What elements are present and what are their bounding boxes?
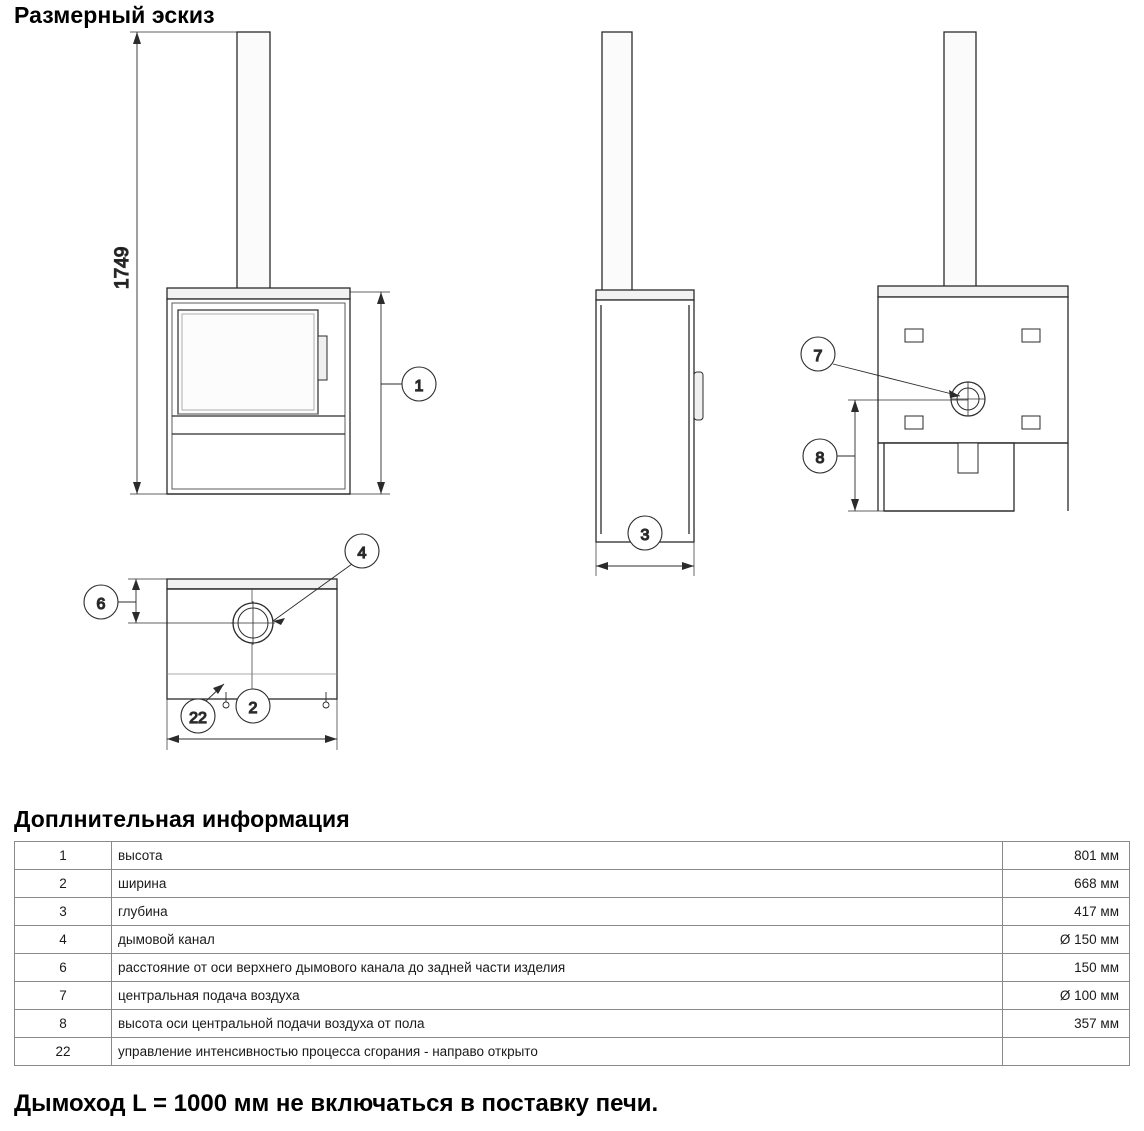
table-row (15, 1010, 1130, 1038)
callout-label-7: 7 (813, 348, 823, 365)
side-view-flue-pipe (602, 32, 632, 294)
rear-view-bracket-tl (905, 329, 923, 342)
rear-view-flue-pipe (944, 32, 976, 290)
row-value (1003, 1038, 1130, 1066)
table-row (15, 870, 1130, 898)
callout-label-4: 4 (357, 545, 367, 562)
side-view-body (596, 300, 694, 542)
row-number: 6 (15, 954, 112, 982)
section-title-additional-information: Доплнительная информация (14, 806, 350, 832)
row-description: ширина (112, 870, 1003, 898)
rear-view-bracket-tr (1022, 329, 1040, 342)
row-number: 1 (15, 842, 112, 870)
rear-view-bracket-bl (905, 416, 923, 429)
top-view-control-knob-left (223, 702, 229, 708)
rear-view-top-plate (878, 286, 1068, 297)
row-value: 801 мм (1003, 842, 1130, 870)
dimensional-drawing (0, 24, 1144, 784)
row-value: Ø 150 мм (1003, 926, 1130, 954)
row-value: 150 мм (1003, 954, 1130, 982)
row-number: 3 (15, 898, 112, 926)
footer-note-chimney: Дымоход L = 1000 мм не включаться в поставку печи. (14, 1090, 659, 1117)
dimension-label-height-1749: 1749 (112, 246, 133, 289)
callout-label-22: 22 (189, 710, 207, 727)
front-view-flue-pipe (237, 32, 270, 292)
front-view-top-plate (167, 288, 350, 299)
table-row (15, 1038, 1130, 1066)
rear-view-lower-body (884, 443, 1014, 511)
callout-label-8: 8 (815, 450, 825, 467)
row-description: высота оси центральной подачи воздуха от пола (112, 1010, 1003, 1038)
page-title-dimensional-sketch: Размерный эскиз (14, 2, 215, 28)
row-number: 8 (15, 1010, 112, 1038)
side-view-handle (694, 372, 703, 420)
top-view-rear-plate (167, 579, 337, 589)
row-value: 417 мм (1003, 898, 1130, 926)
row-value: 357 мм (1003, 1010, 1130, 1038)
callout-label-2: 2 (248, 700, 258, 717)
table-row (15, 842, 1130, 870)
row-description: высота (112, 842, 1003, 870)
table-row (15, 954, 1130, 982)
callout-label-6: 6 (96, 596, 106, 613)
table-row (15, 982, 1130, 1010)
rear-view-bracket-br (1022, 416, 1040, 429)
callout-label-1: 1 (414, 378, 424, 395)
row-number: 22 (15, 1038, 112, 1066)
front-view-door-handle (318, 336, 327, 380)
row-description: расстояние от оси верхнего дымового канала до задней части изделия (112, 954, 1003, 982)
row-value: Ø 100 мм (1003, 982, 1130, 1010)
table-row (15, 898, 1130, 926)
row-description: центральная подача воздуха (112, 982, 1003, 1010)
row-number: 7 (15, 982, 112, 1010)
row-number: 2 (15, 870, 112, 898)
top-view-control-knob-right (323, 702, 329, 708)
row-number: 4 (15, 926, 112, 954)
table-body (15, 842, 1130, 1066)
rear-view-air-duct (958, 443, 978, 473)
additional-information-table (14, 841, 1130, 1066)
table-row (15, 926, 1130, 954)
side-view-top-plate (596, 290, 694, 300)
row-description: управление интенсивностью процесса сгорания - направо открыто (112, 1038, 1003, 1066)
row-description: дымовой канал (112, 926, 1003, 954)
row-description: глубина (112, 898, 1003, 926)
front-view-door-glass (178, 310, 318, 414)
row-value: 668 мм (1003, 870, 1130, 898)
callout-label-3: 3 (640, 527, 650, 544)
